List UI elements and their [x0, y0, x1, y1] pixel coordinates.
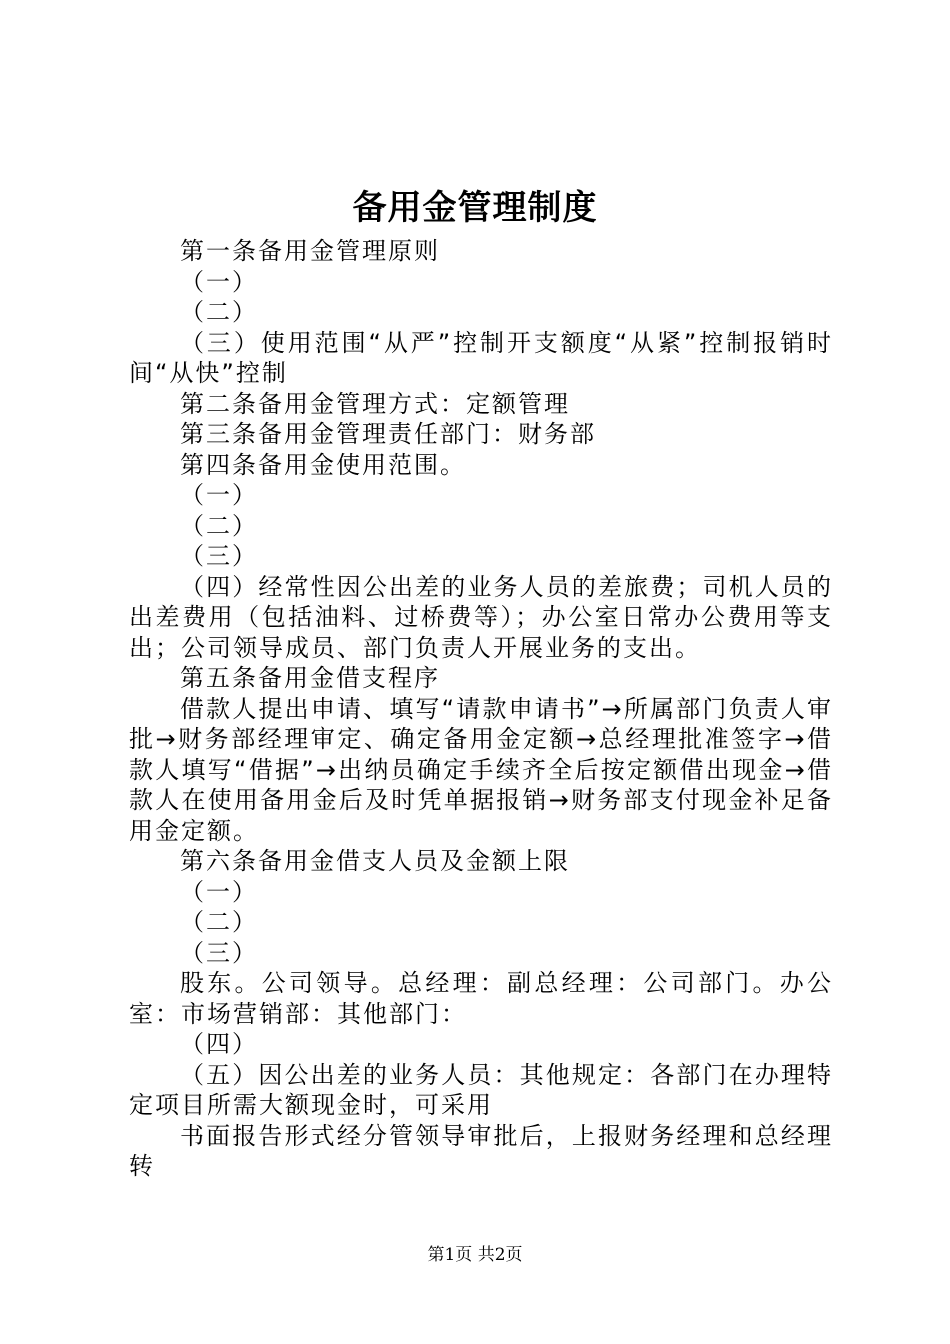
paragraph: 书面报告形式经分管领导审批后，上报财务经理和总经理转	[129, 1121, 833, 1180]
paragraph: （三）	[180, 938, 258, 967]
paragraph: （四）	[180, 1030, 258, 1058]
paragraph: （三）使用范围“从严”控制开支额度“从紧”控制报销时间“从快”控制	[129, 328, 833, 387]
paragraph: 第五条备用金借支程序	[180, 664, 440, 692]
paragraph: （一）	[180, 877, 258, 906]
paragraph: （四）经常性因公出差的业务人员的差旅费；司机人员的出差费用（包括油料、过桥费等）；办公室日常办公费用等支出；公司领导成员、部门负责人开展业务的支出。	[129, 572, 833, 662]
paragraph: 股东。公司领导。总经理：副总经理：公司部门。办公室：市场营销部：其他部门：	[129, 969, 833, 1028]
paragraph: （三）	[180, 542, 258, 570]
paragraph: 借款人提出申请、填写“请款申请书”→所属部门负责人审批→财务部经理审定、确定备用金定额→总经理批准签字→借款人填写“借据”→出纳员确定手续齐全后按定额借出现金→借款人在使用备用金后及时凭单据报销→财务部支付现金补足备用金定额。	[129, 694, 833, 845]
page-footer: 第1页 共2页	[427, 1245, 523, 1265]
paragraph: 第一条备用金管理原则	[180, 237, 440, 265]
paragraph: （二）	[180, 298, 258, 326]
paragraph: （一）	[180, 267, 258, 296]
paragraph: 第二条备用金管理方式：定额管理	[180, 389, 570, 418]
document-body	[129, 236, 833, 1182]
paragraph: 第四条备用金使用范围。	[180, 450, 466, 479]
document-title: 备用金管理制度	[352, 188, 598, 228]
paragraph: （五）因公出差的业务人员：其他规定：各部门在办理特定项目所需大额现金时，可采用	[129, 1060, 833, 1119]
paragraph: 第三条备用金管理责任部门：财务部	[180, 420, 596, 448]
paragraph: 第六条备用金借支人员及金额上限	[180, 847, 570, 875]
paragraph: （二）	[180, 511, 258, 540]
paragraph: （二）	[180, 908, 258, 936]
paragraph: （一）	[180, 481, 258, 509]
